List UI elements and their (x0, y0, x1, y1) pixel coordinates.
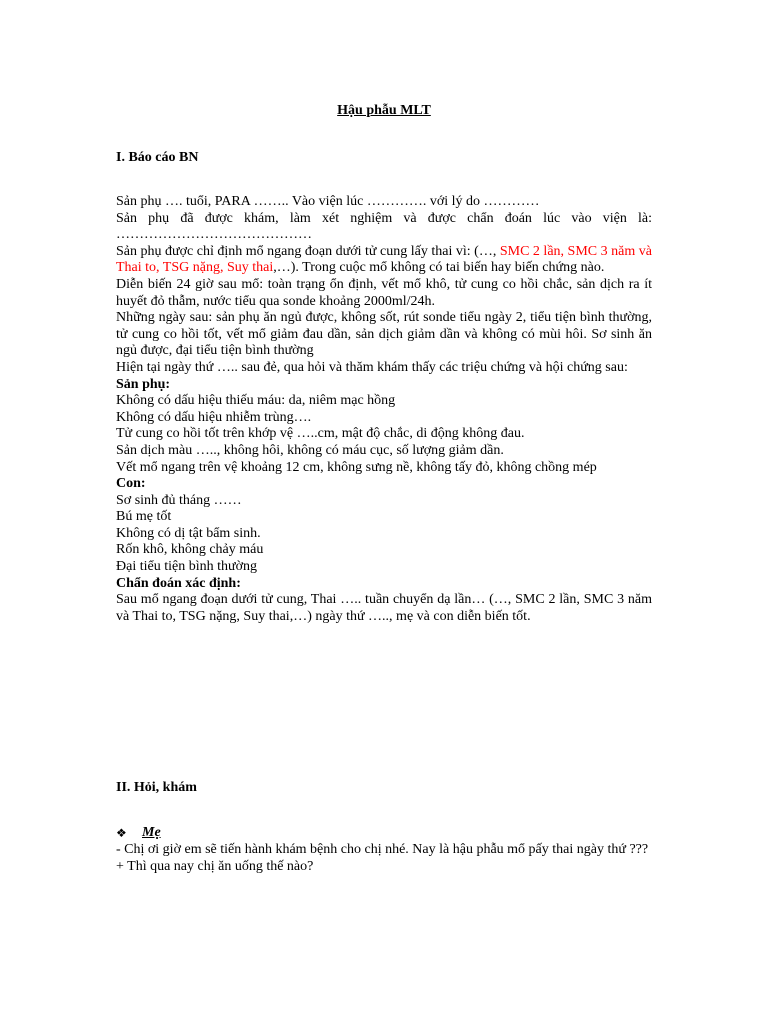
child-item: Sơ sinh đủ tháng …… (116, 492, 242, 508)
question-line: - Chị ơi giờ em sẽ tiến hành khám bệnh cho chị nhé. Nay là hậu phẫu mổ pấy thai ngày thứ ??? (116, 842, 649, 857)
mother-item: Không có dấu hiệu nhiễm trùng…. (116, 409, 312, 425)
section-1-heading: I. Báo cáo BN (116, 150, 199, 165)
child-item: Bú mẹ tốt (116, 509, 172, 525)
document-title: Hậu phẫu MLT (337, 103, 431, 118)
patient-intro-line: Sản phụ …. tuổi, PARA …….. Vào viện lúc …………. với lý do ………… (116, 194, 540, 209)
indication-text-b: ,…). Trong cuộc mổ không có tai biến hay biến chứng nào. (273, 260, 605, 276)
child-label: Con: (116, 476, 146, 492)
section-1-body (116, 194, 652, 625)
surgery-indication-paragraph (116, 244, 652, 277)
section-2-heading: II. Hỏi, khám (116, 780, 197, 795)
following-days-paragraph: Những ngày sau: sản phụ ăn ngủ được, không sốt, rút sonde tiểu ngày 2, tiểu tiện bình thường, tử cung co hồi tốt, vết mổ giảm đau dần, sản dịch giảm dần và không có mùi hôi. Sơ sinh ăn ngủ được, đại tiểu tiện bình thường (116, 310, 652, 359)
indication-highlight: SMC 2 lần, SMC 3 năm và Thai to, TSG nặng, Suy thai (116, 243, 652, 276)
mother-item: Sản dịch màu ….., không hôi, không có máu cục, số lượng giảm dần. (116, 442, 504, 458)
mother-item: Tử cung co hồi tốt trên khớp vệ …..cm, mật độ chắc, di động không đau. (116, 426, 525, 442)
child-item: Rốn khô, không chảy máu (116, 542, 264, 558)
child-item: Đại tiểu tiện bình thường (116, 559, 257, 575)
mother-item: Không có dấu hiệu thiếu máu: da, niêm mạc hồng (116, 393, 396, 409)
current-day-paragraph: Hiện tại ngày thứ ….. sau đẻ, qua hỏi và thăm khám thấy các triệu chứng và hội chứng sau: (116, 359, 628, 375)
admission-diagnosis-line: Sản phụ đã được khám, làm xét nghiệm và được chẩn đoán lúc vào viện là: …………………………………… (116, 210, 652, 243)
mother-item: Vết mổ ngang trên vệ khoảng 12 cm, không sưng nề, không tấy đỏ, không chồng mép (116, 459, 597, 475)
diamond-bullet-icon: ❖ (116, 825, 127, 840)
section-2-body (116, 842, 652, 875)
child-item: Không có dị tật bẩm sinh. (116, 525, 261, 541)
post-op-24h-paragraph: Diễn biến 24 giờ sau mổ: toàn trạng ổn định, vết mổ khô, tử cung co hồi chắc, sản dịch ra ít huyết đỏ thẫm, nước tiểu qua sonde khoảng 2000ml/24h. (116, 276, 652, 309)
question-line: + Thì qua nay chị ăn uống thế nào? (116, 858, 314, 874)
indication-text-a: Sản phụ được chỉ định mổ ngang đoạn dưới tử cung lấy thai vì: (…, (116, 243, 500, 259)
mother-bullet-label: Mẹ (142, 825, 161, 840)
diagnosis-text: Sau mổ ngang đoạn dưới tử cung, Thai ….. tuần chuyển dạ lần… (…, SMC 2 lần, SMC 3 năm và Thai to, TSG nặng, Suy thai,…) ngày thứ ….., mẹ và con diễn biến tốt. (116, 592, 652, 624)
diagnosis-label: Chẩn đoán xác định: (116, 575, 241, 591)
mother-label: Sản phụ: (116, 376, 171, 392)
mother-bullet (116, 825, 161, 841)
